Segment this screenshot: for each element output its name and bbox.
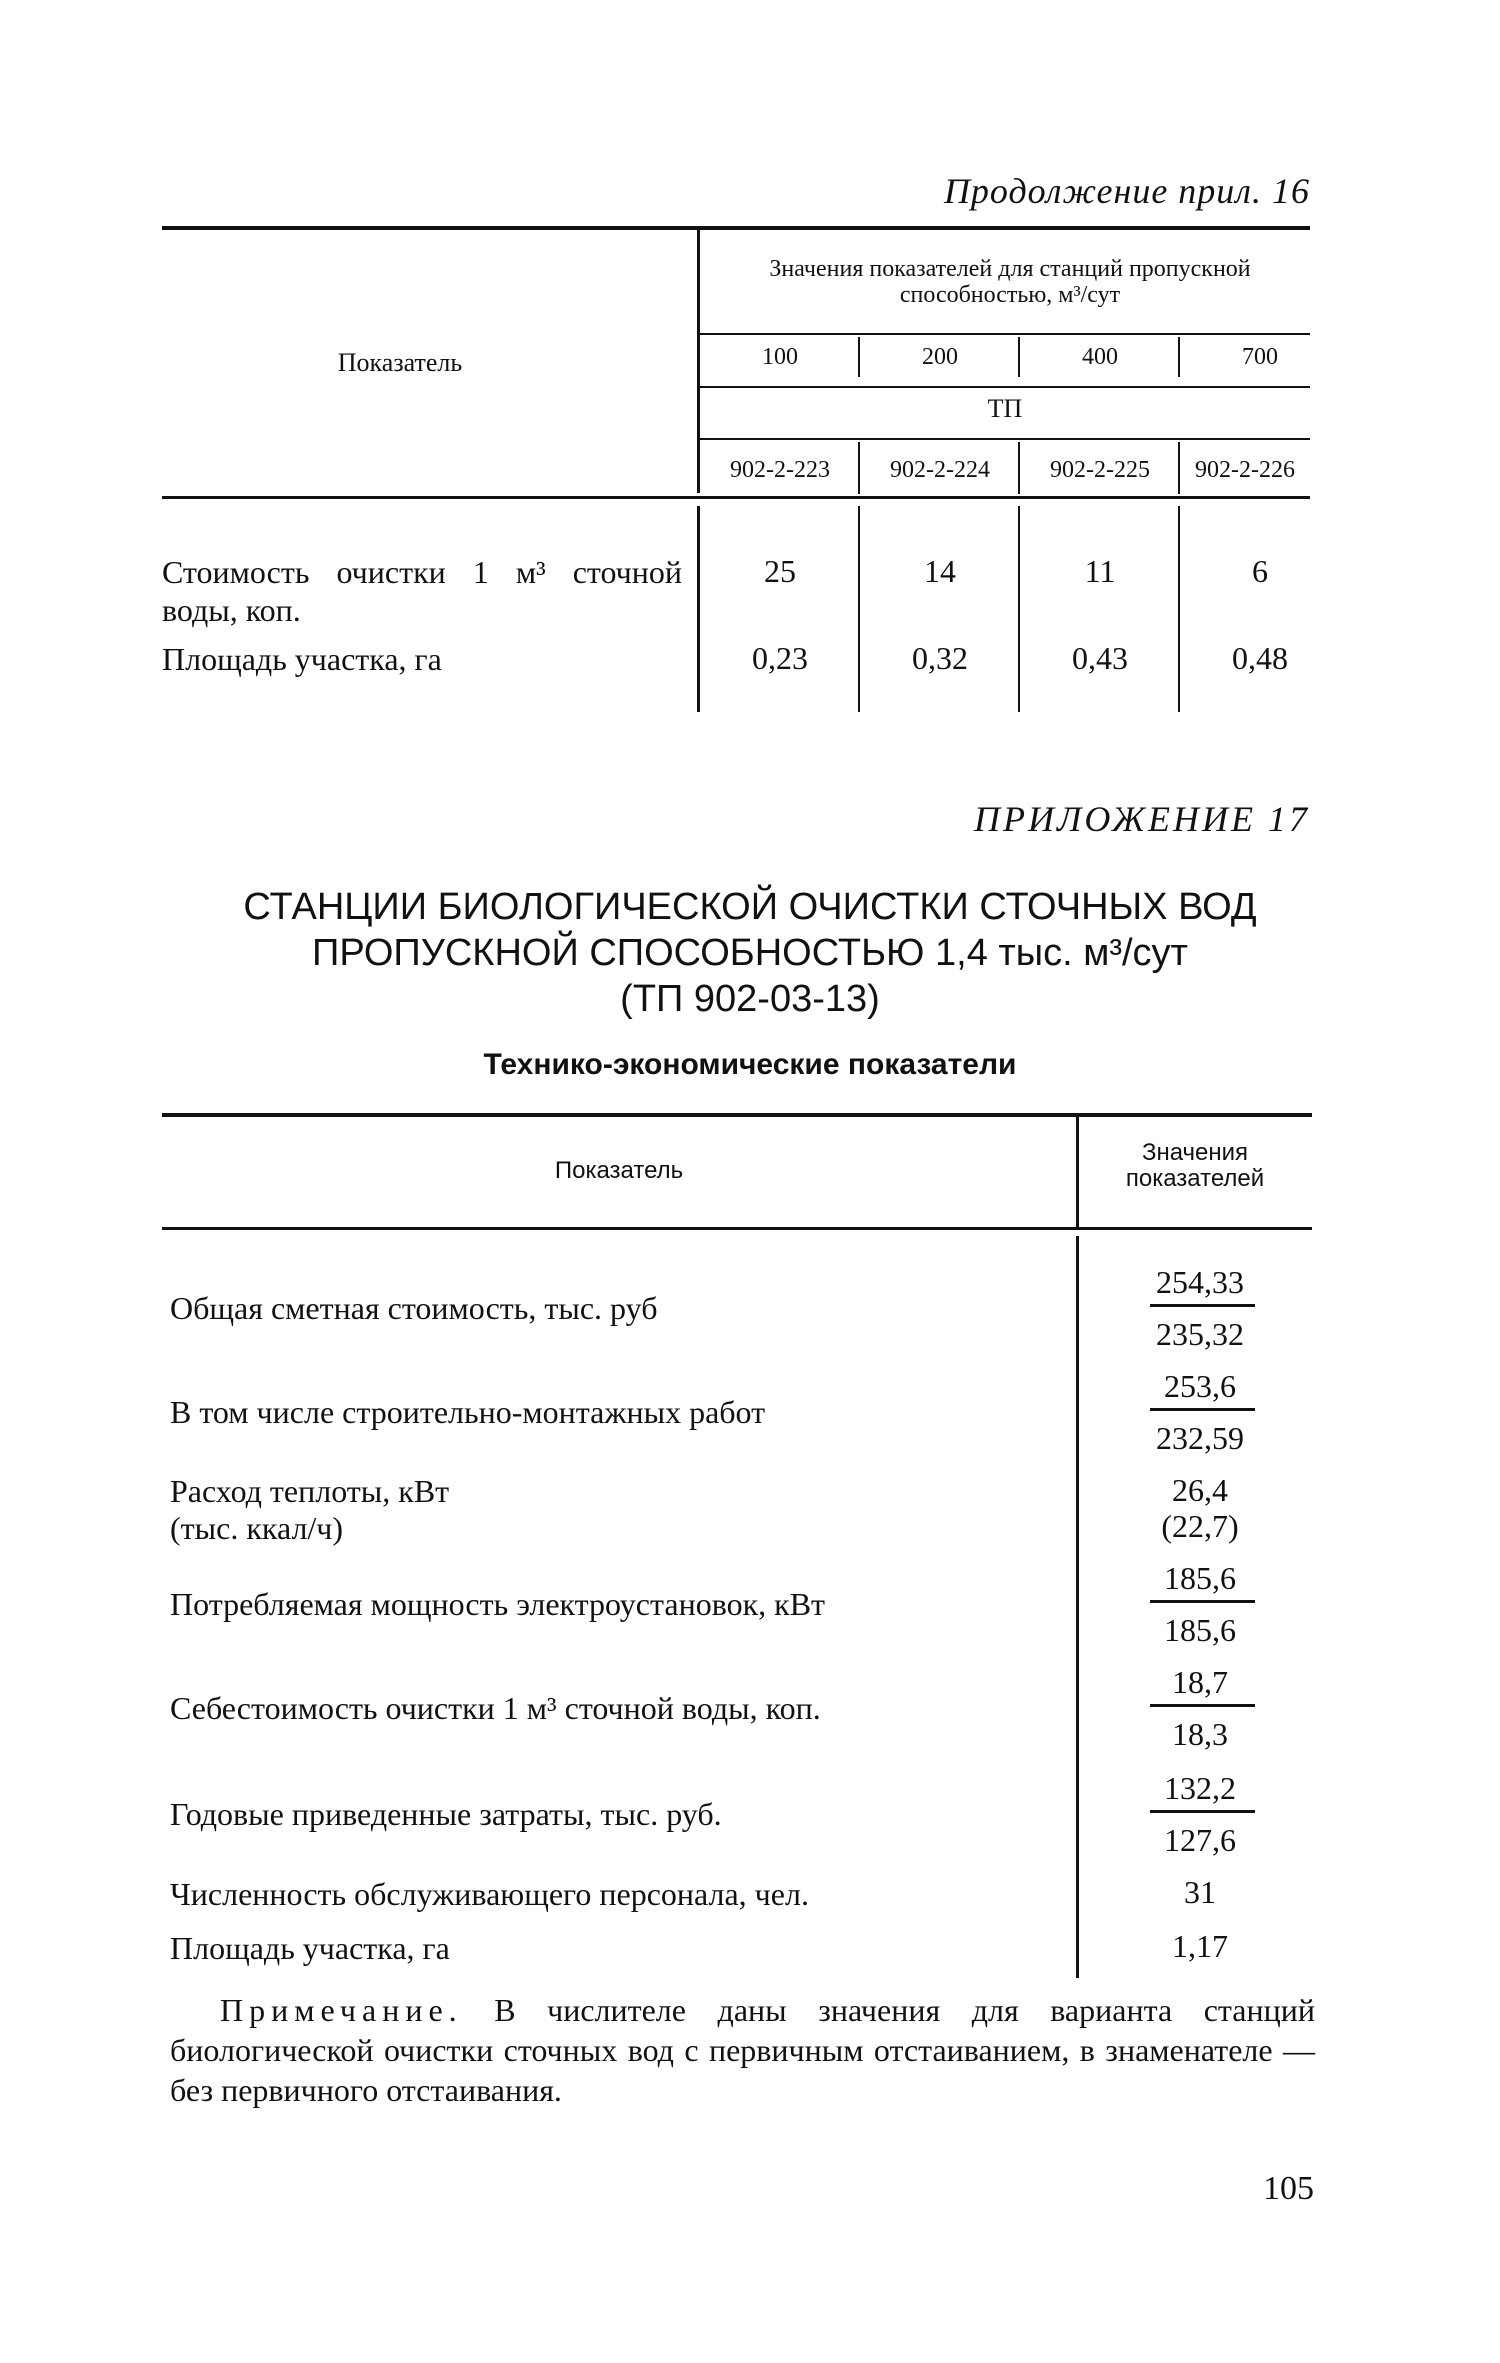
table2-denominator: 18,3 xyxy=(1172,1716,1228,1752)
table1-cell: 25 xyxy=(764,553,796,589)
body-divider-1 xyxy=(858,506,860,712)
cap-divider-3 xyxy=(1178,337,1180,377)
table2-numerator: 253,6 xyxy=(1164,1368,1236,1404)
table2-row-label: Численность обслуживающего персонала, чел. xyxy=(170,1876,809,1912)
tp-code-1: 902-2-223 xyxy=(730,457,830,483)
page-number: 105 xyxy=(1263,2170,1314,2207)
table2-row-label: Потребляемая мощность электроустановок, кВт xyxy=(170,1586,826,1622)
table2-header-bottom-rule xyxy=(162,1227,1312,1230)
footnote xyxy=(170,1990,1315,2110)
capacity-400: 400 xyxy=(1082,344,1118,370)
table2-denominator: 185,6 xyxy=(1164,1612,1236,1648)
fraction-line xyxy=(1150,1408,1255,1411)
capacity-200: 200 xyxy=(922,344,958,370)
table2-numerator: 254,33 xyxy=(1156,1264,1244,1300)
table2-row-label: В том числе строительно-монтажных работ xyxy=(170,1394,766,1430)
body-divider-2 xyxy=(1018,506,1020,712)
table1-header-bottom-rule xyxy=(162,496,1310,499)
table2-header-divider xyxy=(1076,1117,1079,1227)
fraction-line xyxy=(1150,1304,1255,1307)
table1-rule-tp xyxy=(700,386,1310,388)
tp-code-2: 902-2-224 xyxy=(890,457,990,483)
table2-value: 31 xyxy=(1184,1874,1216,1910)
table2-value-sub: (22,7) xyxy=(1161,1508,1239,1544)
table2-denominator: 235,32 xyxy=(1156,1316,1244,1352)
table1-tp-label: ТП xyxy=(987,394,1023,423)
table2-numerator: 185,6 xyxy=(1164,1560,1236,1596)
table1-cell: 0,32 xyxy=(912,640,968,676)
footnote-prefix: Примечание. xyxy=(220,1992,463,2028)
table1-row-label: Стоимость очистки 1 м³ сточной воды, коп. xyxy=(162,554,682,628)
section-subtitle: Технико-экономические показатели xyxy=(483,1048,1017,1081)
table1-cell: 6 xyxy=(1252,553,1268,589)
table1-indicator-header: Показатель xyxy=(337,348,463,377)
table2-value: 26,4 xyxy=(1172,1472,1228,1508)
appendix-label: ПРИЛОЖЕНИЕ 17 xyxy=(974,799,1310,839)
table2-denominator: 232,59 xyxy=(1156,1420,1244,1456)
table1-values-header: Значения показателей для станций пропускной способностью, м³/сут xyxy=(769,256,1251,308)
body-divider-3 xyxy=(1178,506,1180,712)
table2-body-divider xyxy=(1076,1236,1079,1978)
fraction-line xyxy=(1150,1600,1255,1603)
continuation-header: Продолжение прил. 16 xyxy=(943,171,1310,211)
tp-code-3: 902-2-225 xyxy=(1050,457,1150,483)
body-divider-0 xyxy=(697,506,700,712)
table2-row-label: Себестоимость очистки 1 м³ сточной воды, коп. xyxy=(170,1690,821,1726)
appendix-title-line3: (ТП 902-03-13) xyxy=(620,978,880,1020)
table2-denominator: 127,6 xyxy=(1164,1822,1236,1858)
table1-row-label: Площадь участка, га xyxy=(162,641,442,677)
capacity-700: 700 xyxy=(1242,344,1278,370)
appendix-title-line1: СТАНЦИИ БИОЛОГИЧЕСКОЙ ОЧИСТКИ СТОЧНЫХ ВОД xyxy=(243,886,1257,928)
table2-value: 1,17 xyxy=(1172,1928,1228,1964)
table2-row-label: Площадь участка, га xyxy=(170,1930,450,1966)
table1-cell: 0,48 xyxy=(1232,640,1288,676)
table1-cell: 0,43 xyxy=(1072,640,1128,676)
table2-row-label: Расход теплоты, кВт xyxy=(170,1473,450,1509)
code-divider-1 xyxy=(858,442,860,494)
table2-row-label-sub: (тыс. ккал/ч) xyxy=(170,1510,344,1546)
table1-rule-codes xyxy=(700,438,1310,440)
table1-cell: 14 xyxy=(924,553,956,589)
cap-divider-2 xyxy=(1018,337,1020,377)
cap-divider-1 xyxy=(858,337,860,377)
appendix-title-line2: ПРОПУСКНОЙ СПОСОБНОСТЬЮ 1,4 тыс. м³/сут xyxy=(312,932,1188,974)
code-divider-3 xyxy=(1178,442,1180,494)
fraction-line xyxy=(1150,1704,1255,1707)
table2-top-rule xyxy=(162,1113,1312,1117)
code-divider-2 xyxy=(1018,442,1020,494)
table1-cell: 0,23 xyxy=(752,640,808,676)
table1-top-rule xyxy=(162,226,1310,230)
table2-row-label: Годовые приведенные затраты, тыс. руб. xyxy=(170,1796,722,1832)
fraction-line xyxy=(1150,1810,1255,1813)
table1-rule-capacities xyxy=(700,333,1310,335)
table2-numerator: 132,2 xyxy=(1164,1770,1236,1806)
footnote-text: В числителе даны значения для варианта станций биологической очистки сточных вод с первичным отстаиванием, в знаменателе — без первичного отстаивания. xyxy=(170,1992,1316,2108)
table2-indicator-header: Показатель xyxy=(554,1157,684,1184)
capacity-100: 100 xyxy=(762,344,798,370)
table2-row-label: Общая сметная стоимость, тыс. руб xyxy=(170,1290,658,1326)
table2-numerator: 18,7 xyxy=(1172,1664,1228,1700)
tp-code-4: 902-2-226 xyxy=(1195,457,1295,483)
table1-cell: 11 xyxy=(1084,553,1116,589)
table2-values-header: Значения показателей xyxy=(1125,1139,1265,1192)
